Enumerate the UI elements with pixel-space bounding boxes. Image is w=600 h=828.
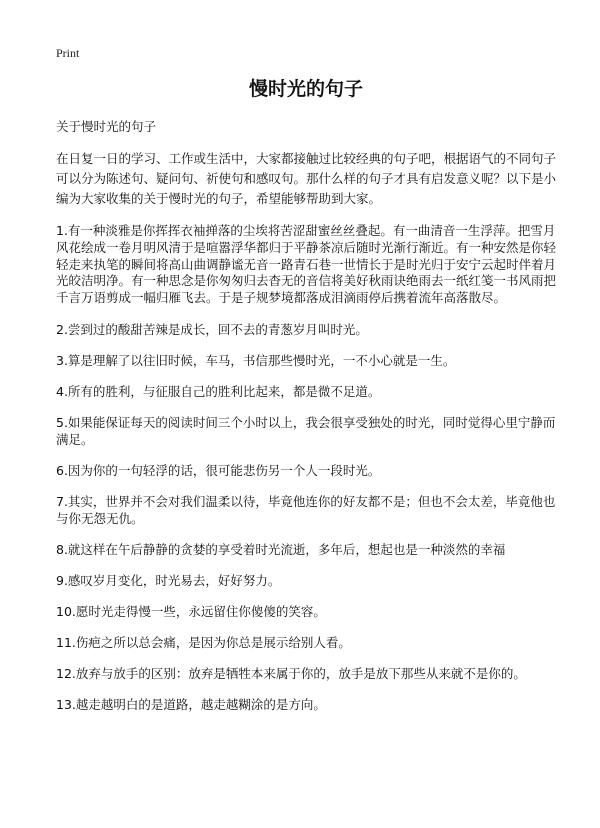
sentence-item: 11.伤疤之所以总会痛，是因为你总是展示给别人看。	[56, 634, 351, 650]
page-title: 慢时光的句子	[248, 78, 363, 100]
sentence-item: 1.有一种淡雅是你挥挥衣袖掸落的尘埃将苦涩甜蜜丝丝叠起。有一曲清音一生浮萍。把雪月风花绘成一卷月明风清于是喧嚣浮华都归于平静茶凉后随时光渐行渐近。有一种安然是你轻轻走来执笔的瞬间将高山曲调静谧无音一路青石巷一世情长于是时光归于安宁云起时伴着月光皎洁明净。有一种思念是你匆匆归去杳无的音信将美好秋雨诀绝雨去一纸红笺一书风雨把千言万语剪成一幅归雁飞去。于是子规梦境都落成泪滴雨停后携着流年高落散尽。	[56, 223, 557, 306]
sentence-item: 2.尝到过的酸甜苦辣是成长，回不去的青葱岁月叫时光。	[56, 321, 368, 337]
sentence-item: 6.因为你的一句轻浮的话，很可能悲伤另一个人一段时光。	[56, 462, 381, 478]
sentence-item: 8.就这样在午后静静的贪婪的享受着时光流逝，多年后，想起也是一种淡然的幸福	[56, 541, 506, 557]
sentence-item: 10.愿时光走得慢一些，永远留住你傻傻的笑容。	[56, 603, 326, 619]
print-label: Print	[56, 46, 80, 60]
sentence-item: 12.放弃与放手的区别：放弃是牺牲本来属于你的，放手是放下那些从来就不是你的。	[56, 665, 526, 681]
intro-paragraph: 在日复一日的学习、工作或生活中，大家都接触过比较经典的句子吧，根据语气的不同句子可以分为陈述句、疑问句、祈使句和感叹句。那什么样的句子才具有启发意义呢？以下是小编为大家收集的关于慢时光的句子，希望能够帮助到大家。	[56, 151, 557, 206]
sentence-item: 13.越走越明白的是道路，越走越糊涂的是方向。	[56, 696, 326, 712]
sentence-item: 7.其实，世界并不会对我们温柔以待，毕竟他连你的好友都不是；但也不会太差，毕竟他也与你无怨无仇。	[56, 493, 556, 526]
sentence-item: 5.如果能保证每天的阅读时间三个小时以上，我会很享受独处的时光，同时觉得心里宁静而满足。	[56, 414, 556, 447]
sentence-item: 9.感叹岁月变化，时光易去，好好努力。	[56, 572, 281, 588]
sentence-item: 3.算是理解了以往旧时候，车马，书信那些慢时光，一不小心就是一生。	[56, 352, 456, 368]
sentence-item: 4.所有的胜利，与征服自己的胜利比起来，都是微不足道。	[56, 383, 381, 399]
sentence-list	[56, 223, 556, 713]
page-subtitle: 关于慢时光的句子	[56, 119, 157, 134]
